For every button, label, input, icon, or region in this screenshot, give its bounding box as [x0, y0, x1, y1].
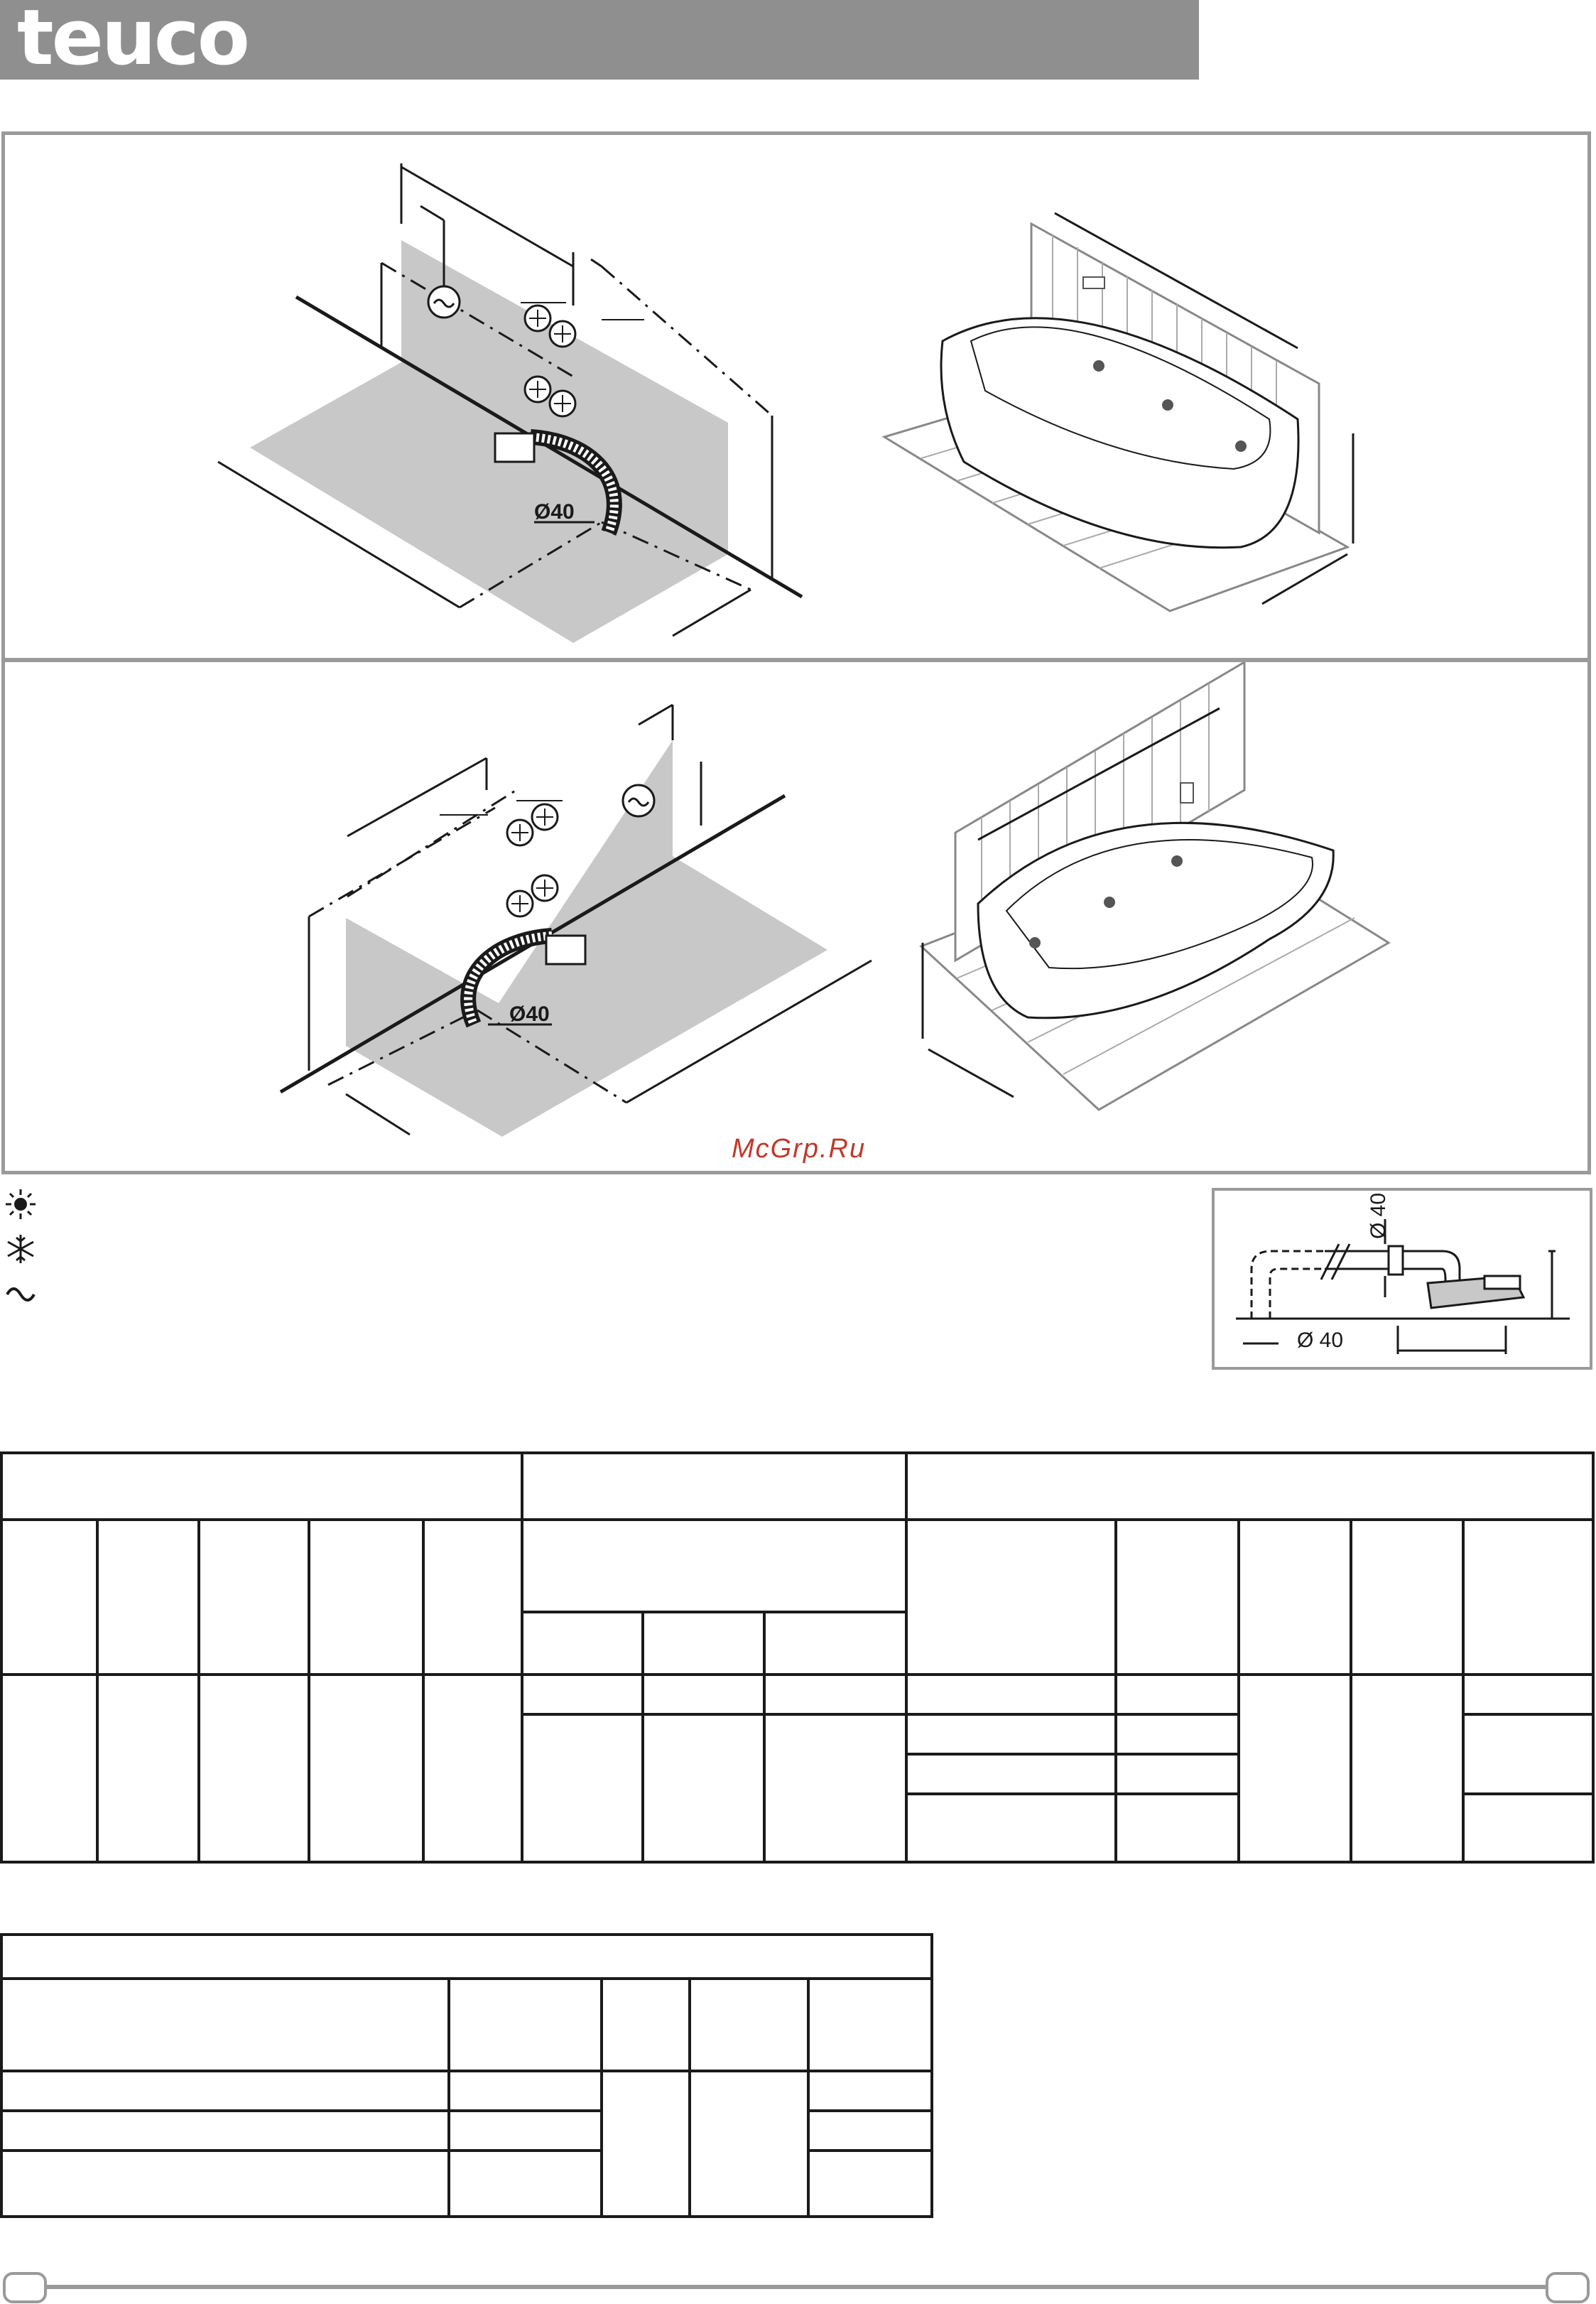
table-cell: [1116, 1794, 1239, 1862]
table-cell: [1, 1979, 449, 2071]
table-cell: [602, 2071, 690, 2217]
table-cell: [1, 2071, 449, 2111]
table-cell: [309, 1675, 423, 1862]
vertical-diameter-label: Ø 40: [1367, 1192, 1390, 1239]
table-cell: [1116, 1754, 1239, 1794]
table-header-cell: [522, 1453, 907, 1520]
shaded-area: [250, 240, 728, 643]
table-cell: [1116, 1675, 1239, 1714]
table-cell: [97, 1675, 199, 1862]
installation-diagram-left: [5, 135, 1587, 658]
header-bar: [0, 0, 1199, 80]
table-cell: [906, 1794, 1116, 1862]
table-cell: [449, 2111, 602, 2151]
table-cell: [643, 1612, 765, 1675]
bathtub-left-illustration: [921, 662, 1389, 1110]
table-cell: [643, 1714, 765, 1862]
table-cell: [522, 1714, 643, 1862]
footer-line: [43, 2285, 1548, 2289]
table-cell: [906, 1754, 1116, 1794]
table-cell: [1463, 1520, 1593, 1675]
table-cell: [522, 1520, 907, 1612]
drain-fitting: [495, 433, 534, 462]
drain-detail-box: [1212, 1188, 1592, 1370]
footer-tab-left: [3, 2272, 47, 2303]
footer-tab-right: [1546, 2272, 1590, 2303]
water-inlets: [507, 804, 558, 916]
table-cell: [808, 2111, 933, 2151]
table-cell: [1463, 1794, 1593, 1862]
table-cell: [1239, 1675, 1351, 1862]
drain-fitting: [546, 936, 585, 964]
electrical-table: [0, 1933, 933, 2218]
table-cell: [764, 1612, 906, 1675]
table-cell: [199, 1675, 309, 1862]
watermark: McGrp.Ru: [732, 1134, 867, 1164]
table-cell: [449, 1979, 602, 2071]
table-cell: [808, 2151, 933, 2217]
brand-logo: teuco: [17, 0, 248, 82]
table-cell: [1239, 1520, 1351, 1675]
table-cell: [690, 2071, 808, 2217]
cold-water-icon: [4, 1233, 37, 1265]
specifications-table: [0, 1451, 1595, 1864]
table-cell: [1, 1520, 97, 1675]
table-cell: [97, 1520, 199, 1675]
table-cell: [1351, 1520, 1463, 1675]
drain-diameter-label: Ø40: [509, 1002, 550, 1026]
table-cell: [522, 1612, 643, 1675]
table-cell: [199, 1520, 309, 1675]
table-cell: [1, 2151, 449, 2217]
table-cell: [808, 1979, 933, 2071]
table-cell: [764, 1675, 906, 1714]
drain-detail-diagram: [1215, 1191, 1590, 1367]
table-cell: [522, 1675, 643, 1714]
table-cell: [602, 1979, 690, 2071]
table-cell: [1463, 1675, 1593, 1714]
bathtub-right-illustration: [884, 213, 1353, 611]
drain-diameter-label: Ø40: [534, 500, 575, 524]
horizontal-diameter-label: Ø 40: [1297, 1329, 1344, 1352]
table-cell: [643, 1675, 765, 1714]
table-cell: [690, 1979, 808, 2071]
table-cell: [423, 1520, 522, 1675]
table-header-cell: [1, 1453, 522, 1520]
table-cell: [906, 1714, 1116, 1754]
table-cell: [1, 1675, 97, 1862]
table-cell: [1116, 1520, 1239, 1675]
table-cell: [449, 2071, 602, 2111]
installation-panel-right: [1, 659, 1591, 1174]
table-cell: [1116, 1714, 1239, 1754]
installation-panel-left: [1, 131, 1591, 661]
table-cell: [1351, 1675, 1463, 1862]
table-cell: [764, 1714, 906, 1862]
table-cell: [449, 2151, 602, 2217]
table-header-cell: [1, 1935, 932, 1979]
table-cell: [309, 1520, 423, 1675]
table-cell: [1463, 1714, 1593, 1794]
table-header-cell: [906, 1453, 1593, 1520]
table-cell: [423, 1675, 522, 1862]
table-cell: [906, 1675, 1116, 1714]
hot-water-icon: [4, 1188, 37, 1221]
table-cell: [1, 2111, 449, 2151]
table-cell: [808, 2071, 933, 2111]
table-cell: [906, 1520, 1116, 1675]
power-supply-icon: [4, 1277, 37, 1310]
installation-diagram-right: [5, 662, 1587, 1171]
